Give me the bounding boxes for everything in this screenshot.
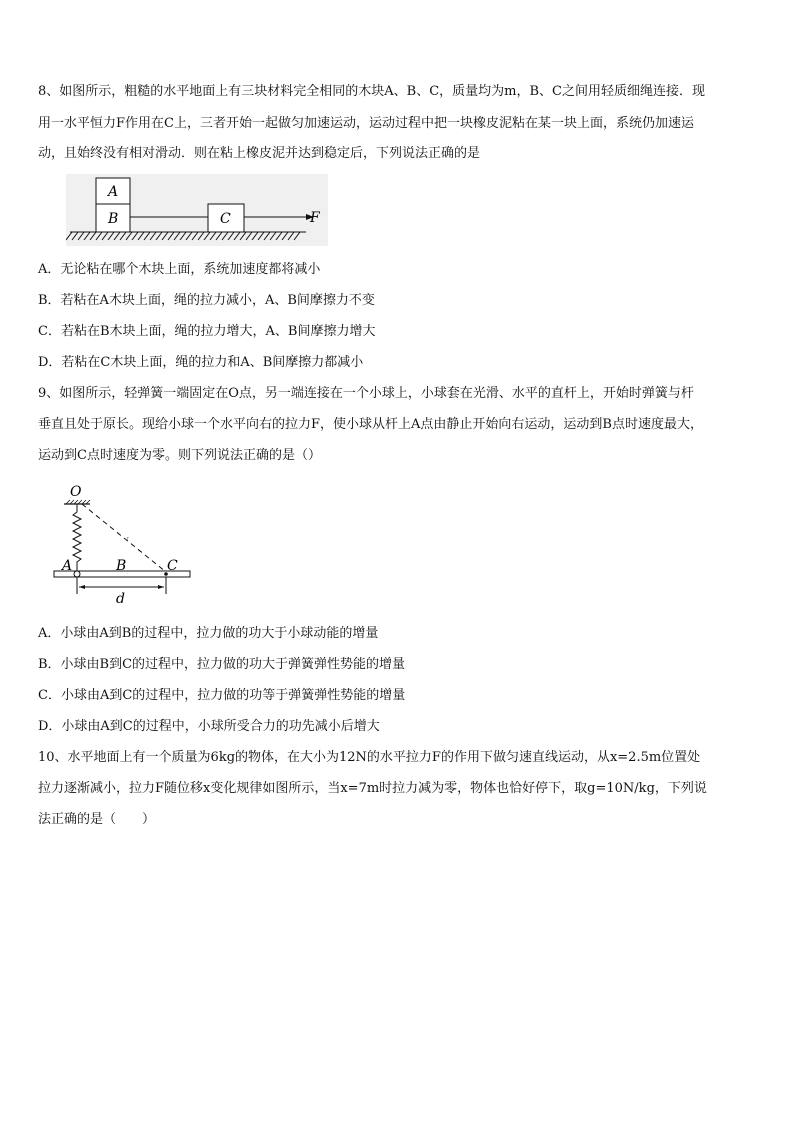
- q8-option-d: D．若粘在C木块上面，绳的拉力和A、B间摩擦力都减小: [38, 355, 364, 370]
- q10-text-line-3: 法正确的是（ ）: [38, 812, 156, 827]
- q9-text-line-3: 运动到C点时速度为零。则下列说法正确的是（）: [38, 448, 321, 463]
- q9-option-d: D．小球由A到C的过程中，小球所受合力的功先减小后增大: [38, 719, 380, 734]
- q10-text-line-1: 10、水平地面上有一个质量为6kg的物体，在大小为12N的水平拉力F的作用下做匀速直线运动，从x=2.5m位置处: [38, 750, 701, 765]
- q8-option-c: C．若粘在B木块上面，绳的拉力增大，A、B间摩擦力增大: [38, 324, 376, 339]
- block-c-label: C: [220, 211, 231, 227]
- q9-option-a: A．小球由A到B的过程中，拉力做的功大于小球动能的增量: [38, 626, 379, 641]
- dim-arrow-right: [158, 585, 164, 589]
- support-hatch: [66, 500, 90, 504]
- block-a-label: A: [108, 184, 119, 200]
- distance-d-label: d: [116, 591, 125, 607]
- q9-text-line-1: 9、如图所示，轻弹簧一端固定在O点，另一端连接在一个小球上，小球套在光滑、水平的直杆上，开始时弹簧与杆: [38, 386, 694, 401]
- q9-option-b: B．小球由B到C的过程中，拉力做的功大于弹簧弹性势能的增量: [38, 657, 406, 672]
- block-b-label: B: [108, 211, 119, 227]
- point-a-label: A: [62, 558, 73, 574]
- q9-spring-figure: [50, 482, 200, 607]
- q8-option-a: A．无论粘在哪个木块上面，系统加速度都将减小: [38, 262, 321, 277]
- point-b-label: B: [116, 558, 127, 574]
- q9-text-line-2: 垂直且处于原长。现给小球一个水平向右的拉力F，使小球从杆上A点由静止开始向右运动，运动到B点时速度最大，: [38, 417, 703, 432]
- q8-option-b: B．若粘在A木块上面，绳的拉力减小，A、B间摩擦力不变: [38, 293, 375, 308]
- q8-text-line-2: 用一水平恒力F作用在C上，三者开始一起做匀加速运动，运动过程中把一块橡皮泥粘在某一块上面，系统仍加速运: [38, 116, 694, 131]
- point-o-label: O: [70, 484, 82, 500]
- q8-text-line-3: 动，且始终没有相对滑动．则在粘上橡皮泥并达到稳定后，下列说法正确的是: [38, 146, 481, 161]
- force-label: F: [310, 210, 320, 226]
- q8-text-line-1: 8、如图所示，粗糙的水平地面上有三块材料完全相同的木块A、B、C，质量均为m，B、C之间用轻质细绳连接．现: [38, 84, 705, 99]
- point-c-label: C: [167, 558, 178, 574]
- q9-option-c: C．小球由A到C的过程中，拉力做的功等于弹簧弹性势能的增量: [38, 688, 406, 703]
- q10-text-line-2: 拉力逐渐减小，拉力F随位移x变化规律如图所示，当x=7m时拉力减为零，物体也恰好停下，取g=10N/kg，下列说: [38, 781, 707, 796]
- spring: [73, 504, 81, 572]
- ball: [74, 571, 80, 577]
- q8-blocks-figure: [66, 174, 328, 246]
- dashed-line-mark: ·ʳ: [124, 535, 130, 544]
- dim-arrow-left: [79, 585, 85, 589]
